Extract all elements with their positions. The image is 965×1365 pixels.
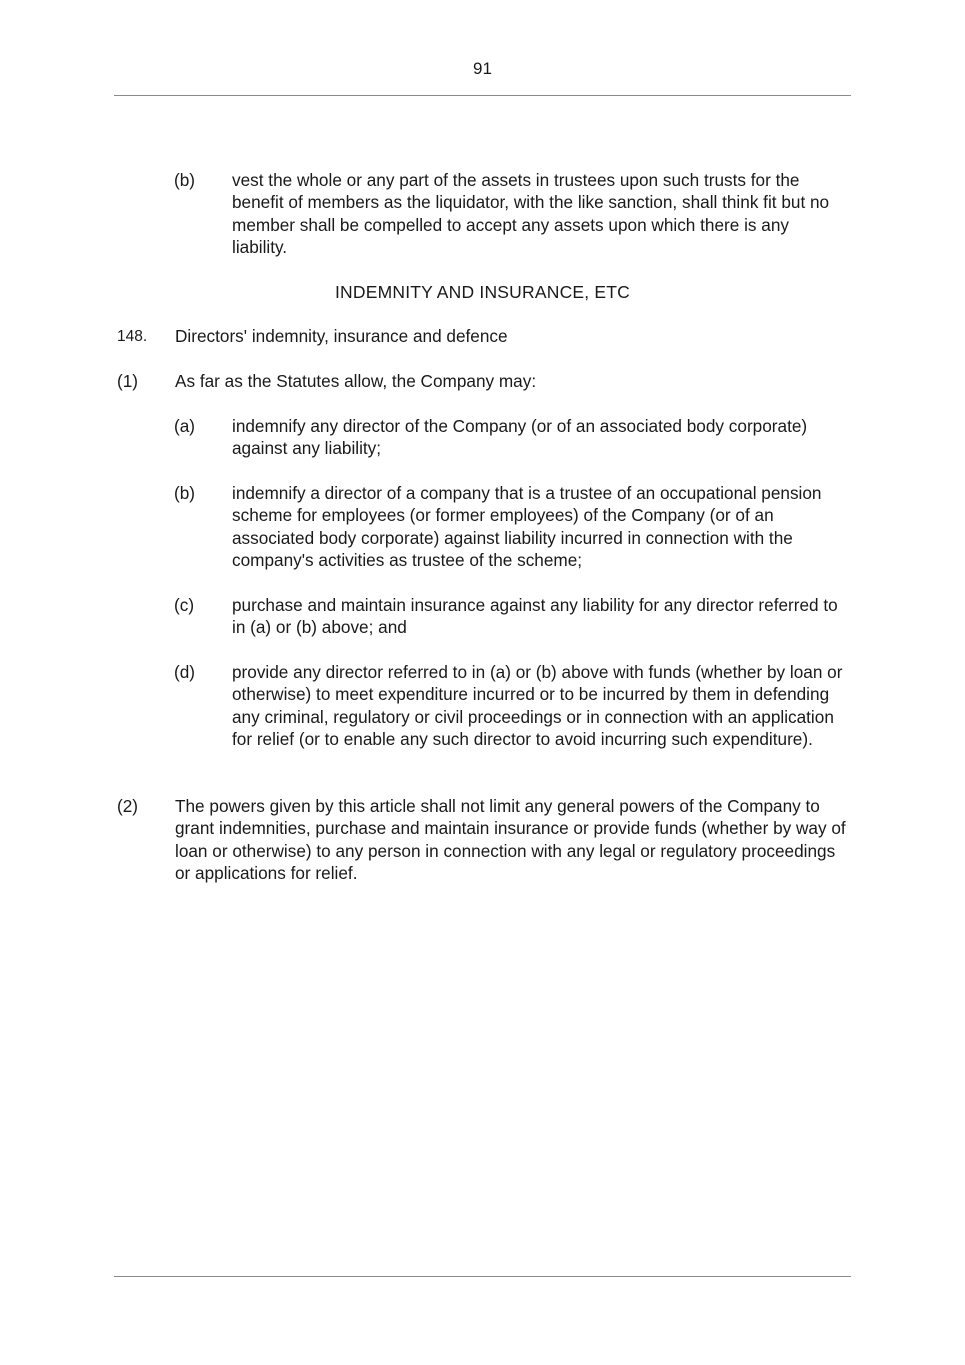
list-item xyxy=(0,594,965,642)
clause-1-text: As far as the Statutes allow, the Company may: xyxy=(175,371,537,391)
intro-item xyxy=(0,169,965,264)
intro-item-text: vest the whole or any part of the assets in trustees upon such trusts for the benefit of members as the liquidator, with the like sanction, shall think fit but no member shall be compelled to accept any assets upon which there is any liability. xyxy=(232,170,830,257)
list-item xyxy=(0,415,965,463)
section-heading: INDEMNITY AND INSURANCE, ETC xyxy=(334,282,631,302)
clause-1 xyxy=(0,370,965,394)
clause-2-label: (2) xyxy=(117,796,139,816)
list-item-text: indemnify a director of a company that is a trustee of an occupational pension scheme for employees (or former employees) of the Company (or of an associated body corporate) against liability incurred in connection with the company's activities as trustee of the scheme; xyxy=(232,483,822,570)
list-item-text: indemnify any director of the Company (or of an associated body corporate) against any liability; xyxy=(232,416,808,459)
list-item-label: (d) xyxy=(174,662,196,682)
list-item-text: provide any director referred to in (a) or (b) above with funds (whether by loan or otherwise) to meet expenditure incurred or to be incurred by them in defending any criminal, regulatory or civil proceedings or in connection with an application for relief (or to enable any such director to avoid incurring such expenditure). xyxy=(232,662,843,749)
article-title: Directors' indemnity, insurance and defence xyxy=(175,326,508,346)
list-item-text: purchase and maintain insurance against any liability for any director referred to in (a) or (b) above; and xyxy=(232,595,838,638)
list-item xyxy=(0,482,965,574)
page-number: 91 xyxy=(473,59,492,78)
clause-1-label: (1) xyxy=(117,371,139,391)
list-item-label: (b) xyxy=(174,483,196,503)
intro-item-label: (b) xyxy=(174,170,196,190)
header-rule xyxy=(114,95,851,96)
list-item-label: (c) xyxy=(174,595,195,615)
article-heading xyxy=(0,325,965,349)
footer-rule xyxy=(114,1276,851,1277)
clause-2-text: The powers given by this article shall not limit any general powers of the Company to grant indemnities, purchase and maintain insurance or provide funds (whether by way of loan or otherwise) to any person in connection with any legal or regulatory proceedings or applications for relief. xyxy=(175,796,846,883)
clause-2 xyxy=(0,795,965,887)
article-number: 148. xyxy=(117,328,148,345)
list-item-label: (a) xyxy=(174,416,196,436)
list-item xyxy=(0,661,965,776)
